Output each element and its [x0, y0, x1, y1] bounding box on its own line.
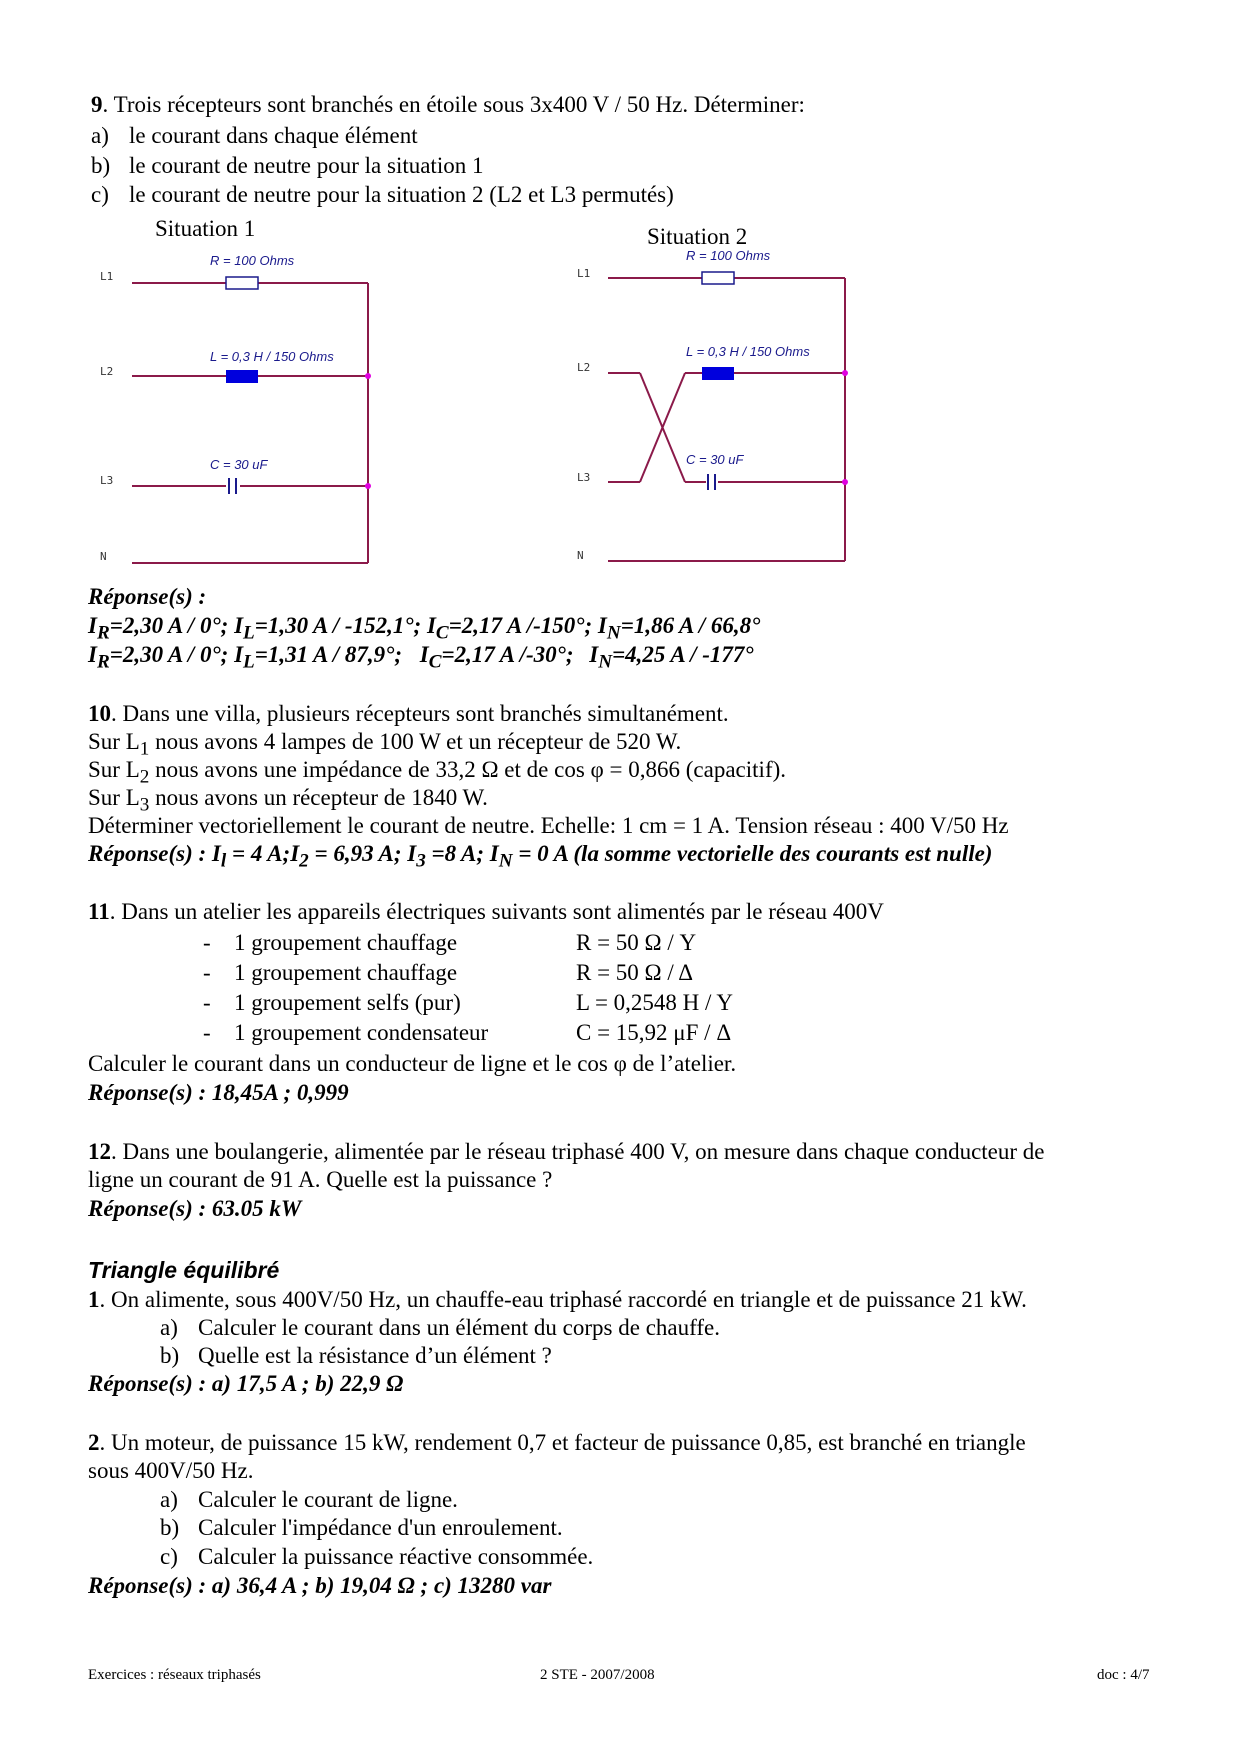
sym: I — [88, 613, 97, 638]
in-value: =4,25 A / -177° — [612, 642, 754, 667]
sym: I — [88, 642, 97, 667]
dash: - — [203, 1020, 211, 1045]
tri-ex1-number: 1 — [88, 1287, 100, 1312]
row-name: 1 groupement chauffage — [234, 930, 458, 955]
sub: 3 — [139, 794, 150, 816]
sub: 2 — [139, 766, 150, 788]
junction-dot — [365, 483, 371, 489]
item-text: Quelle est la résistance d’un élément ? — [198, 1343, 552, 1368]
capacitor-label: C = 30 uF — [210, 457, 268, 472]
tri-ex2-item-c — [160, 1543, 593, 1571]
item-text: le courant dans chaque élément — [129, 123, 418, 148]
ex11-task: Calculer le courant dans un conducteur de ligne et le cos φ de l’atelier. — [88, 1051, 737, 1076]
ex10-intro — [88, 700, 729, 728]
sub: N — [498, 850, 513, 872]
item-label: c) — [91, 182, 109, 207]
footer-right: doc : 4/7 — [1097, 1667, 1150, 1683]
txt: nous avons une impédance de 33,2 Ω et de cos φ = 0,866 (capacitif). — [149, 757, 787, 782]
resistor-symbol — [702, 272, 734, 284]
tri-ex1-item-a — [160, 1314, 720, 1342]
tri-ex1-answer: Réponse(s) : a) 17,5 A ; b) 22,9 Ω — [88, 1371, 404, 1396]
tri-ex2-item-a — [160, 1486, 458, 1514]
sym: I — [234, 613, 244, 638]
il-value: =1,30 A / -152,1°; — [254, 613, 427, 638]
ex11-row — [203, 929, 696, 957]
wires — [132, 283, 368, 563]
txt: nous avons 4 lampes de 100 W et un récepteur de 520 W. — [149, 729, 682, 754]
txt: nous avons un récepteur de 1840 W. — [149, 785, 488, 810]
ex11-intro — [88, 898, 884, 926]
tri-ex2-answer: Réponse(s) : a) 36,4 A ; b) 19,04 Ω ; c) 13280 var — [88, 1573, 552, 1598]
tri-ex2-line1 — [88, 1429, 1026, 1457]
resistor-label: R = 100 Ohms — [210, 253, 295, 268]
sub: l — [220, 850, 227, 872]
sub: N — [606, 622, 621, 644]
line-label-l3: L3 — [100, 474, 114, 487]
item-label: b) — [160, 1343, 180, 1368]
il-value: =1,31 A / 87,9°; — [254, 642, 408, 667]
ex9-item-b — [91, 152, 483, 180]
txt: = 4 A;I — [226, 841, 300, 866]
sub: C — [435, 622, 449, 644]
ex9-intro — [91, 91, 805, 119]
item-text: Calculer la puissance réactive consommée. — [198, 1544, 594, 1569]
line-label-l2: L2 — [577, 361, 591, 374]
resistor-label: R = 100 Ohms — [686, 248, 771, 263]
circuit-situation-2 — [577, 224, 848, 562]
row-value: R = 50 Ω / Δ — [576, 960, 694, 985]
sub: L — [243, 622, 255, 644]
ex11-row — [203, 1019, 731, 1047]
tri-ex1-intro — [88, 1286, 1027, 1314]
ex10-number: 10 — [88, 701, 111, 726]
line-label-n: N — [577, 549, 584, 562]
ex11-number: 11 — [88, 899, 110, 924]
dash: - — [203, 960, 211, 985]
junction-dot — [842, 370, 848, 376]
ex10-intro-text: . Dans une villa, plusieurs récepteurs sont branchés simultanément. — [111, 701, 729, 726]
ex12-text: . Dans une boulangerie, alimentée par le réseau triphasé 400 V, on mesure dans chaque conducteur de — [111, 1139, 1045, 1164]
line-label-l1: L1 — [100, 270, 114, 283]
txt: Sur L — [88, 729, 140, 754]
sym: I — [597, 613, 607, 638]
inductor-symbol — [702, 367, 734, 380]
tri-ex2-item-b — [160, 1514, 563, 1542]
tri-ex2-line2: sous 400V/50 Hz. — [88, 1458, 254, 1483]
circuit-situation-1 — [100, 216, 371, 563]
row-name: 1 groupement chauffage — [234, 960, 458, 985]
item-label: a) — [91, 123, 109, 148]
ex9-item-a — [91, 122, 418, 150]
txt: Sur L — [88, 785, 140, 810]
ex9-answer-2 — [88, 641, 754, 677]
tri-ex1-item-b — [160, 1342, 552, 1370]
sub: 1 — [139, 738, 150, 760]
junction-dot — [365, 373, 371, 379]
sub: 2 — [299, 850, 309, 872]
row-name: 1 groupement selfs (pur) — [234, 990, 461, 1015]
ir-value: =2,30 A / 0°; — [109, 613, 235, 638]
situation-2-title: Situation 2 — [647, 224, 748, 249]
item-label: b) — [160, 1515, 180, 1540]
dash: - — [203, 990, 211, 1015]
ex11-answer: Réponse(s) : 18,45A ; 0,999 — [88, 1080, 349, 1105]
junction-dot — [842, 479, 848, 485]
ic-value: =2,17 A /-150°; — [448, 613, 598, 638]
sub: R — [96, 622, 110, 644]
sym: I — [234, 642, 244, 667]
item-label: c) — [160, 1544, 178, 1569]
item-text: Calculer le courant dans un élément du corps de chauffe. — [198, 1315, 720, 1340]
ex12-answer: Réponse(s) : 63.05 kW — [88, 1196, 302, 1221]
item-text: le courant de neutre pour la situation 2 (L2 et L3 permutés) — [129, 182, 674, 207]
txt: =8 A; I — [425, 841, 499, 866]
ex9-number: 9 — [91, 92, 103, 117]
ic-value: =2,17 A /-30°; — [441, 642, 580, 667]
ex12-line2: ligne un courant de 91 A. Quelle est la puissance ? — [88, 1167, 553, 1192]
txt: = 6,93 A; I — [308, 841, 417, 866]
tri-ex2-number: 2 — [88, 1430, 100, 1455]
section-heading: Triangle équilibré — [88, 1257, 280, 1283]
line-label-l3: L3 — [577, 471, 591, 484]
row-name: 1 groupement condensateur — [234, 1020, 489, 1045]
sym: I — [589, 642, 599, 667]
sym: I — [419, 642, 429, 667]
sub: C — [428, 651, 442, 673]
txt: = 0 A (la somme vectorielle des courants est nulle) — [512, 841, 993, 866]
in-value: =1,86 A / 66,8° — [620, 613, 761, 638]
item-label: b) — [91, 153, 111, 178]
tri-ex1-text: . On alimente, sous 400V/50 Hz, un chauffe-eau triphasé raccordé en triangle et de puissance 21 kW. — [99, 1287, 1027, 1312]
tri-ex2-text: . Un moteur, de puissance 15 kW, rendement 0,7 et facteur de puissance 0,85, est branché en triangle — [99, 1430, 1026, 1455]
row-value: C = 15,92 μF / Δ — [576, 1020, 732, 1045]
inductor-symbol — [226, 370, 258, 383]
ex11-row — [203, 959, 693, 987]
row-value: L = 0,2548 H / Y — [576, 990, 733, 1015]
footer-center: 2 STE - 2007/2008 — [540, 1667, 655, 1683]
sub: N — [598, 651, 613, 673]
row-value: R = 50 Ω / Y — [576, 930, 697, 955]
ex10-task: Déterminer vectoriellement le courant de neutre. Echelle: 1 cm = 1 A. Tension réseau : 400 V/50 Hz — [88, 813, 1009, 838]
item-label: a) — [160, 1315, 178, 1340]
ex12-line1 — [88, 1138, 1045, 1166]
item-text: Calculer le courant de ligne. — [198, 1487, 458, 1512]
sub: 3 — [416, 850, 426, 872]
txt: Réponse(s) : I — [88, 841, 221, 866]
ex12-number: 12 — [88, 1139, 111, 1164]
ex9-intro-text: . Trois récepteurs sont branchés en étoile sous 3x400 V / 50 Hz. Déterminer: — [102, 92, 805, 117]
situation-1-title: Situation 1 — [155, 216, 256, 241]
ex10-answer — [88, 840, 992, 876]
circuit-diagrams — [0, 210, 1240, 580]
capacitor-symbol — [229, 478, 236, 494]
line-label-l2: L2 — [100, 365, 114, 378]
ex11-row — [203, 989, 733, 1017]
ex9-answer-label: Réponse(s) : — [88, 584, 207, 609]
sub: R — [96, 651, 110, 673]
resistor-symbol — [226, 277, 258, 289]
capacitor-symbol — [708, 474, 715, 490]
item-text: le courant de neutre pour la situation 1 — [129, 153, 484, 178]
inductor-label: L = 0,3 H / 150 Ohms — [686, 344, 810, 359]
dash: - — [203, 930, 211, 955]
capacitor-label: C = 30 uF — [686, 452, 744, 467]
footer-left: Exercices : réseaux triphasés — [88, 1667, 261, 1683]
txt: Sur L — [88, 757, 140, 782]
item-text: Calculer l'impédance d'un enroulement. — [198, 1515, 563, 1540]
ex9-item-c — [91, 181, 674, 209]
sub: L — [243, 651, 255, 673]
ex11-intro-text: . Dans un atelier les appareils électriques suivants sont alimentés par le réseau 400V — [109, 899, 884, 924]
wires — [608, 278, 845, 561]
sym: I — [426, 613, 436, 638]
item-label: a) — [160, 1487, 178, 1512]
line-label-n: N — [100, 550, 107, 563]
ir-value: =2,30 A / 0°; — [109, 642, 235, 667]
inductor-label: L = 0,3 H / 150 Ohms — [210, 349, 334, 364]
line-label-l1: L1 — [577, 267, 591, 280]
